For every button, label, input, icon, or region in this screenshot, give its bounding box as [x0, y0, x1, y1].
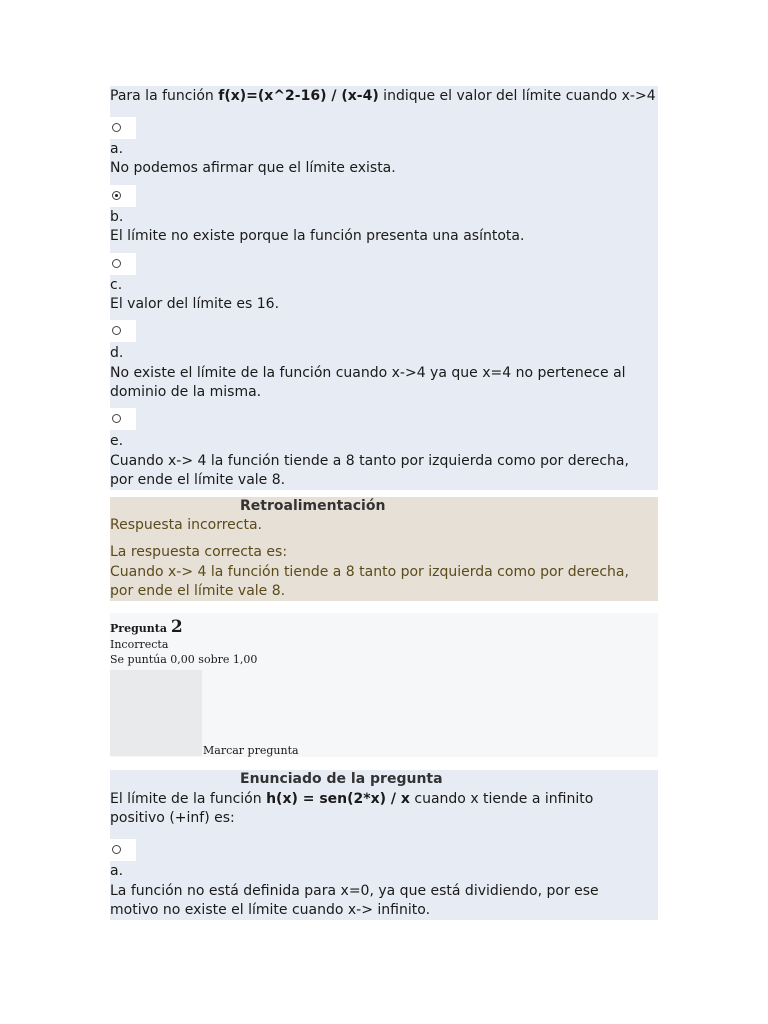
prompt-suffix: indique el valor del límite cuando x->4 — [378, 88, 656, 104]
option-e-letter: e. — [110, 433, 124, 449]
feedback-heading: Retroalimentación — [240, 498, 386, 514]
prompt-formula: h(x) = sen(2*x) / x — [266, 791, 410, 807]
option-d-letter: d. — [110, 345, 124, 361]
q2-option-a-letter: a. — [110, 863, 124, 879]
option-c-letter: c. — [110, 277, 123, 293]
q2-option-a-radio-box[interactable] — [110, 839, 136, 861]
option-b-letter: b. — [110, 209, 124, 225]
question-2-heading: Enunciado de la pregunta — [240, 771, 443, 787]
option-d-radio[interactable] — [112, 326, 121, 335]
option-e-radio[interactable] — [112, 414, 121, 423]
flag-question-link[interactable]: Marcar pregunta — [203, 744, 299, 757]
option-a-letter: a. — [110, 141, 124, 157]
option-a-radio[interactable] — [112, 123, 121, 132]
prompt-prefix: Para la función — [110, 88, 219, 104]
question-2-score: Se puntúa 0,00 sobre 1,00 — [110, 653, 258, 666]
feedback-correct-text: Cuando x-> 4 la función tiende a 8 tanto por izquierda como por derecha, por ende el límite vale 8. — [110, 564, 629, 599]
question-1-prompt — [110, 87, 656, 106]
question-1-panel — [110, 86, 658, 490]
option-b-text[interactable]: El límite no existe porque la función presenta una asíntota. — [110, 228, 525, 244]
option-e-text[interactable]: Cuando x-> 4 la función tiende a 8 tanto por izquierda como por derecha, por ende el límite vale 8. — [110, 453, 629, 488]
question-2-prompt — [110, 790, 650, 828]
question-2-status: Incorrecta — [110, 638, 169, 651]
option-e-radio-box[interactable] — [110, 408, 136, 430]
question-number: 2 — [170, 617, 183, 637]
prompt-suffix: cuando x tiende a infinito positivo (+inf) es: — [110, 791, 594, 826]
option-a-text[interactable]: No podemos afirmar que el límite exista. — [110, 160, 396, 176]
option-d-radio-box[interactable] — [110, 320, 136, 342]
option-d-text[interactable]: No existe el límite de la función cuando x->4 ya que x=4 no pertenece al dominio de la misma. — [110, 365, 626, 400]
option-c-text[interactable]: El valor del límite es 16. — [110, 296, 280, 312]
question-2-label — [110, 617, 183, 637]
option-b-radio-box[interactable] — [110, 185, 136, 207]
prompt-prefix: El límite de la función — [110, 791, 267, 807]
option-c-radio[interactable] — [112, 259, 121, 268]
feedback-correct-label: La respuesta correcta es: — [110, 544, 288, 560]
option-b-radio[interactable] — [112, 191, 121, 200]
q2-option-a-radio[interactable] — [112, 845, 121, 854]
question-2-info-box — [110, 670, 202, 756]
option-c-radio-box[interactable] — [110, 253, 136, 275]
feedback-result: Respuesta incorrecta. — [110, 517, 263, 533]
option-a-radio-box[interactable] — [110, 117, 136, 139]
q2-option-a-text[interactable]: La función no está definida para x=0, ya que está dividiendo, por ese motivo no existe el límite cuando x-> infinito. — [110, 883, 599, 918]
question-label: Pregunta — [110, 622, 167, 635]
prompt-formula: f(x)=(x^2-16) / (x-4) — [218, 88, 379, 104]
